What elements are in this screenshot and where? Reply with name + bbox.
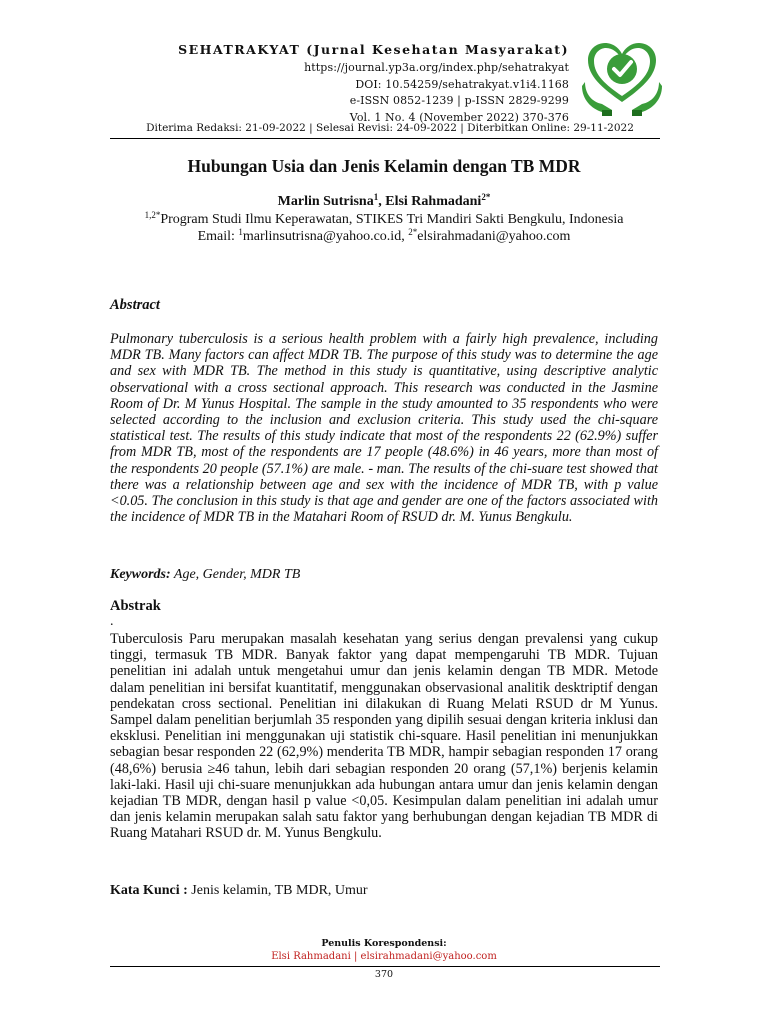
journal-issn: e-ISSN 0852-1239 | p-ISSN 2829-9299 <box>349 94 569 107</box>
footer-divider <box>110 966 660 967</box>
journal-title: SEHATRAKYAT (Jurnal Kesehatan Masyarakat) <box>178 42 569 57</box>
affiliation-text: Program Studi Ilmu Keperawatan, STIKES Tri Mandiri Sakti Bengkulu, Indonesia <box>160 212 624 227</box>
keywords-label: Keywords: <box>110 567 171 582</box>
keywords-value: Age, Gender, MDR TB <box>170 567 301 582</box>
abstract-text: Pulmonary tuberculosis is a serious health problem with a fairly high prevalence, including MDR TB. Many factors can affect MDR TB. The purpose of this study was to determine the age and sex with MDR TB. The method in this study is quantitative, using descriptive analytic observational with a cross sectional approach. This research was conducted in the Jasmine Room of Dr. M Yunus Hospital. The sample in the study amounted to 35 respondents who were selected according to the inclusion and exclusion criteria. This study used the chi-square statistical test. The results of this study indicate that most of the respondents 22 (62.9%) suffer from MDR TB, most of the respondents are 17 people (48.6%) in 46 years, more than most of the respondents 20 people (57.1%) are male. - man. The results of the chi-suare test showed that there was a relationship between age and sex with the incidence of MDR TB, with p value <0.05. The conclusion in this study is that age and gender are one of the factors associated with the incidence of MDR TB in the Matahari Room of RSUD dr. M. Yunus Bengkulu. <box>110 331 658 526</box>
abstract-heading: Abstract <box>110 297 160 313</box>
journal-doi[interactable]: DOI: 10.54259/sehatrakyat.v1i4.1168 <box>355 77 569 91</box>
submission-dates: Diterima Redaksi: 21-09-2022 | Selesai Revisi: 24-09-2022 | Diterbitkan Online: 29-11-2022 <box>146 122 634 134</box>
email-superscript: 2* <box>408 227 418 237</box>
corresponding-author-label: Penulis Korespondensi: <box>321 938 447 949</box>
kata-kunci-value: Jenis kelamin, TB MDR, Umur <box>187 883 368 898</box>
author-name: Marlin Sutrisna <box>277 194 374 209</box>
email-superscript: 1 <box>238 227 243 237</box>
author-separator: , <box>378 194 386 209</box>
corresponding-author-contact[interactable]: Elsi Rahmadani | elsirahmadani@yahoo.com <box>271 951 497 962</box>
journal-volume: Vol. 1 No. 4 (November 2022) 370-376 <box>349 110 569 124</box>
kata-kunci-label: Kata Kunci : <box>110 883 188 898</box>
affiliation <box>110 212 658 228</box>
author-list <box>110 194 658 210</box>
author-emails <box>110 229 658 245</box>
abstrak-heading: Abstrak <box>110 598 161 614</box>
email-link[interactable]: marlinsutrisna@yahoo.co.id, <box>242 229 409 244</box>
journal-header <box>178 42 569 126</box>
paper-title: Hubungan Usia dan Jenis Kelamin dengan TB MDR <box>187 156 581 176</box>
author-superscript: 2* <box>481 192 491 202</box>
affiliation-superscript: 1,2* <box>144 210 161 220</box>
abstrak-text: Tuberculosis Paru merupakan masalah kesehatan yang serius dengan prevalensi yang cukup tinggi, termasuk TB MDR. Banyak faktor yang dapat mempengaruhi TB MDR. Tujuan penelitian ini adalah untuk mengetahui umur dan jenis kelamin dengan TB MDR. Metode dalam penelitian ini bersifat kuantitatif, menggunakan observasional analitik desktriptif dengan pendekatan cross sectional. Penelitian ini dilakukan di Ruang Melati RSUD dr M Yunus. Sampel dalam penelitian berjumlah 35 responden yang dipilih sesuai dengan kriteria inklusi dan eksklusi. Penelitian ini menggunakan uji statistik chi-square. Hasil penelitian ini menunjukkan sebagian besar responden 22 (62,9%) menderita TB MDR, hampir sebagian responden 17 orang (48,6%) berusia ≥46 tahun, lebih dari sebagian responden 20 orang (57,1%) berjenis kelamin laki-laki. Hasil uji chi-suare menunjukkan ada hubungan antara umur dan jenis kelamin dengan kejadian TB MDR, dengan hasil p value <0,05. Kesimpulan dalam penelitian ini adalah umur dan jenis kelamin merupakan salah satu faktor yang berhubungan dengan kejadian TB MDR di Ruang Matahari RSUD dr. M. Yunus Bengkulu. <box>110 631 658 842</box>
kata-kunci <box>110 883 368 899</box>
email-link[interactable]: elsirahmadani@yahoo.com <box>417 229 571 244</box>
author-name: Elsi Rahmadani <box>385 194 482 209</box>
page-number: 370 <box>374 969 394 980</box>
abstrak-dot: . <box>110 614 114 629</box>
journal-url[interactable]: https://journal.yp3a.org/index.php/sehatrakyat <box>304 61 569 74</box>
keywords <box>110 567 300 583</box>
email-label: Email: <box>197 229 239 244</box>
author-superscript: 1 <box>373 192 379 202</box>
heart-hands-check-icon <box>582 38 662 118</box>
header-divider <box>110 138 660 139</box>
